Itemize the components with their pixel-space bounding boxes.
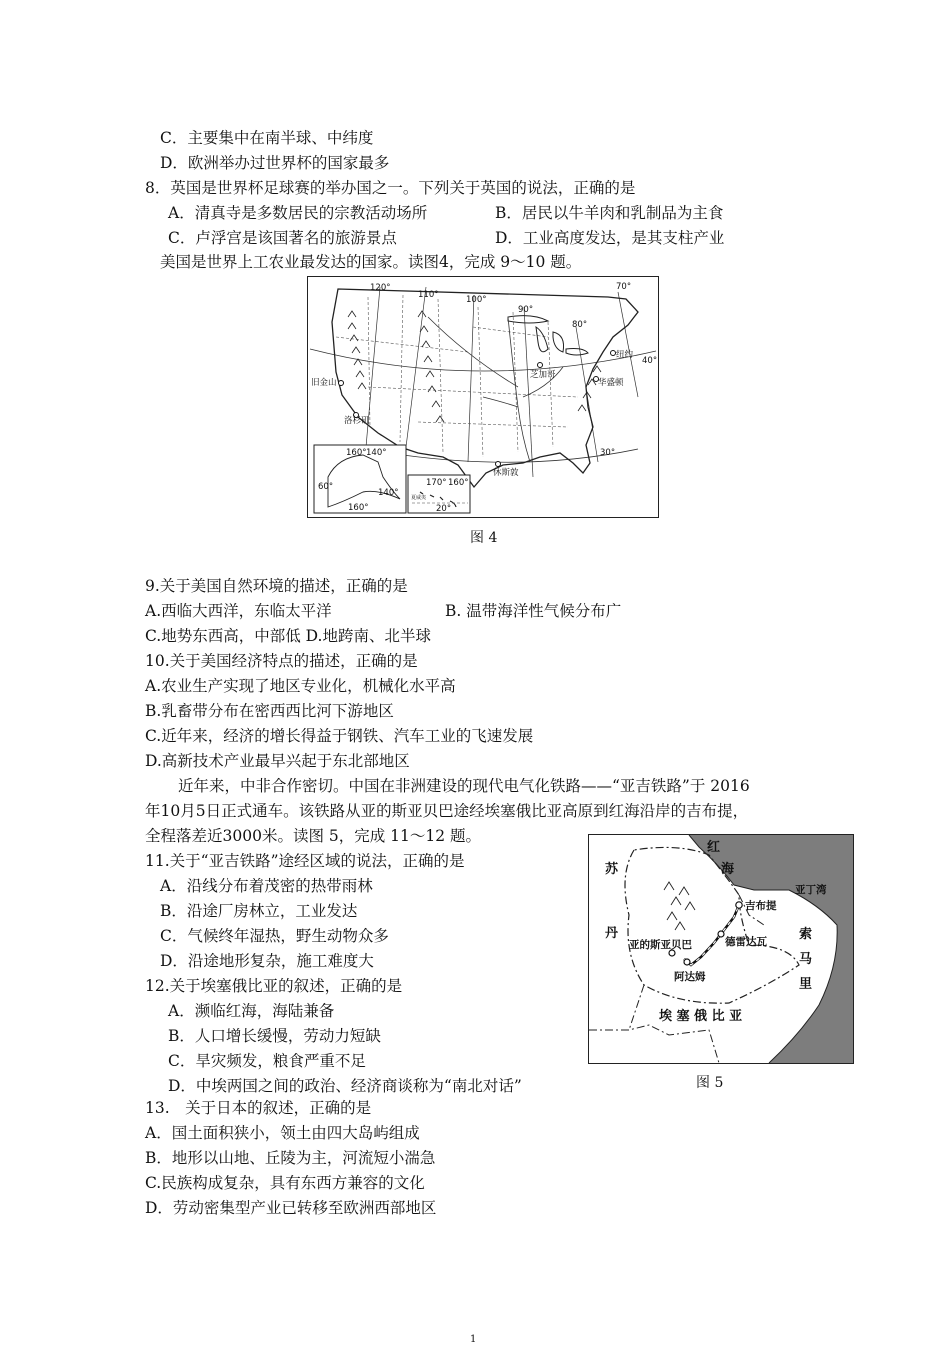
q7-option-c: C．主要集中在南半球、中纬度 — [160, 129, 374, 147]
label-dc: 华盛顿 — [598, 378, 624, 388]
label-sf: 旧金山 — [311, 378, 337, 388]
label-chicago: 芝加哥 — [530, 370, 556, 380]
q12-option-b: B．人口增长缓慢，劳动力短缺 — [168, 1027, 381, 1045]
city-ny-dot — [611, 351, 616, 356]
q13-stem: 13. 关于日本的叙述，正确的是 — [145, 1099, 372, 1117]
label-houston: 休斯敦 — [493, 468, 519, 478]
lon-100-line — [468, 295, 474, 462]
label-ny: 纽约 — [616, 350, 634, 360]
q8-option-b: B．居民以牛羊肉和乳制品为主食 — [495, 204, 724, 222]
label-100: 100° — [466, 295, 487, 305]
label-gulf: 亚丁湾 — [795, 884, 827, 896]
q13-option-a: A．国土面积狭小，领土由四大岛屿组成 — [145, 1124, 420, 1142]
label-30: 30° — [600, 448, 616, 458]
intro-us: 美国是世界上工农业最发达的国家。读图4，完成 9～10 题。 — [160, 253, 582, 271]
page-number: 1 — [470, 1334, 477, 1345]
q10-option-d: D.高新技术产业最早兴起于东北部地区 — [145, 752, 410, 770]
label-110: 110° — [418, 290, 439, 300]
label-ak-160: 160° — [346, 448, 367, 458]
label-la: 洛杉矶 — [344, 416, 370, 426]
station-djibouti — [736, 902, 742, 908]
label-hi-160: 160° — [448, 478, 469, 488]
intro-africa-line3: 全程落差近3000米。读图 5，完成 11～12 题。 — [145, 827, 482, 845]
q11-option-d: D．沿途地形复杂，施工难度大 — [160, 952, 374, 970]
label-sea: 海 — [721, 862, 735, 877]
label-djibouti: 吉布提 — [745, 900, 777, 912]
city-sf-dot — [339, 381, 344, 386]
q11-option-b: B．沿途厂房林立，工业发达 — [160, 902, 358, 920]
label-ak-60: 60° — [318, 482, 334, 492]
city-houston-dot — [496, 462, 501, 467]
figure-5-ethiopia-map — [588, 834, 854, 1064]
q9-option-cd: C.地势东西高，中部低 D.地跨南、北半球 — [145, 627, 431, 645]
lat-40-line — [310, 349, 656, 371]
q7-option-d: D．欧洲举办过世界杯的国家最多 — [160, 154, 390, 172]
sea-area — [689, 835, 853, 1063]
q13-option-d: D．劳动密集型产业已转移至欧洲西部地区 — [145, 1199, 437, 1217]
intro-africa-line1: 近年来，中非合作密切。中国在非洲建设的现代电气化铁路——“亚吉铁路”于 2016 — [178, 777, 750, 795]
q11-option-a: A．沿线分布着茂密的热带雨林 — [160, 877, 373, 895]
q12-option-d: D．中埃两国之间的政治、经济商谈称为“南北对话” — [168, 1077, 522, 1095]
q10-option-b: B.乳畜带分布在密西西比河下游地区 — [145, 702, 394, 720]
figure-5-caption: 图 5 — [696, 1075, 724, 1091]
ethiopia-map-svg — [589, 835, 853, 1063]
q11-option-c: C．气候终年湿热，野生动物众多 — [160, 927, 389, 945]
label-dan: 丹 — [605, 926, 619, 941]
station-dire-dawa — [718, 931, 724, 937]
label-40: 40° — [642, 356, 658, 366]
label-70: 70° — [616, 282, 632, 292]
label-ak-140: 140° — [366, 448, 387, 458]
railway-line — [684, 905, 739, 965]
lon-90-line — [524, 307, 533, 477]
figure-4-caption: 图 4 — [470, 530, 498, 546]
intro-africa-line2: 年10月5日正式通车。该铁路从亚的斯亚贝巴途经埃塞俄比亚高原到红海沿岸的吉布提， — [145, 802, 749, 820]
label-ak-160b: 160° — [348, 503, 369, 513]
q8-option-a: A．清真寺是多数居民的宗教活动场所 — [168, 204, 428, 222]
label-li: 里 — [799, 977, 813, 992]
q12-option-c: C．旱灾频发，粮食严重不足 — [168, 1052, 366, 1070]
station-markers — [669, 902, 742, 965]
label-hawaii: 夏威夷 — [411, 495, 427, 501]
label-120: 120° — [370, 283, 391, 293]
q8-stem: 8．英国是世界杯足球赛的举办国之一。下列关于英国的说法，正确的是 — [145, 179, 636, 197]
rivers — [428, 317, 563, 462]
q12-option-a: A．濒临红海，海陆兼备 — [168, 1002, 335, 1020]
label-addis: 亚的斯亚贝巴 — [629, 939, 692, 951]
label-80: 80° — [572, 320, 588, 330]
label-90: 90° — [518, 305, 534, 315]
station-adama — [684, 959, 690, 965]
label-hi-20: 20° — [436, 504, 452, 514]
q13-option-b: B．地形以山地、丘陵为主，河流短小湍急 — [145, 1149, 436, 1167]
label-red: 红 — [707, 840, 721, 855]
figure-4-us-map — [307, 276, 659, 518]
q9-stem: 9.关于美国自然环境的描述，正确的是 — [145, 577, 408, 595]
label-hi-170: 170° — [426, 478, 447, 488]
label-ma: 马 — [799, 952, 813, 967]
q9-option-a: A.西临大西洋，东临太平洋 — [145, 602, 332, 620]
q8-option-d: D．工业高度发达，是其支柱产业 — [495, 229, 725, 247]
q13-option-c: C.民族构成复杂，具有东西方兼容的文化 — [145, 1174, 425, 1192]
label-so: 索 — [799, 927, 813, 942]
highland-symbols — [664, 882, 695, 930]
label-dire: 德雷达瓦 — [725, 936, 767, 948]
q12-stem: 12.关于埃塞俄比亚的叙述，正确的是 — [145, 977, 403, 995]
us-map-svg — [308, 277, 658, 517]
q9-option-b: B. 温带海洋性气候分布广 — [445, 602, 622, 620]
city-chicago-dot — [538, 363, 543, 368]
q11-stem: 11.关于“亚吉铁路”途经区域的说法，正确的是 — [145, 852, 465, 870]
q10-option-a: A.农业生产实现了地区专业化，机械化水平高 — [145, 677, 456, 695]
q10-stem: 10.关于美国经济特点的描述，正确的是 — [145, 652, 418, 670]
q10-option-c: C.近年来，经济的增长得益于钢铁、汽车工业的飞速发展 — [145, 727, 534, 745]
q8-option-c: C．卢浮宫是该国著名的旅游景点 — [168, 229, 397, 247]
label-adama: 阿达姆 — [674, 971, 706, 983]
label-su: 苏 — [605, 862, 619, 877]
label-ak-140b: 140° — [378, 488, 399, 498]
label-ethiopia: 埃 塞 俄 比 亚 — [659, 1009, 743, 1024]
